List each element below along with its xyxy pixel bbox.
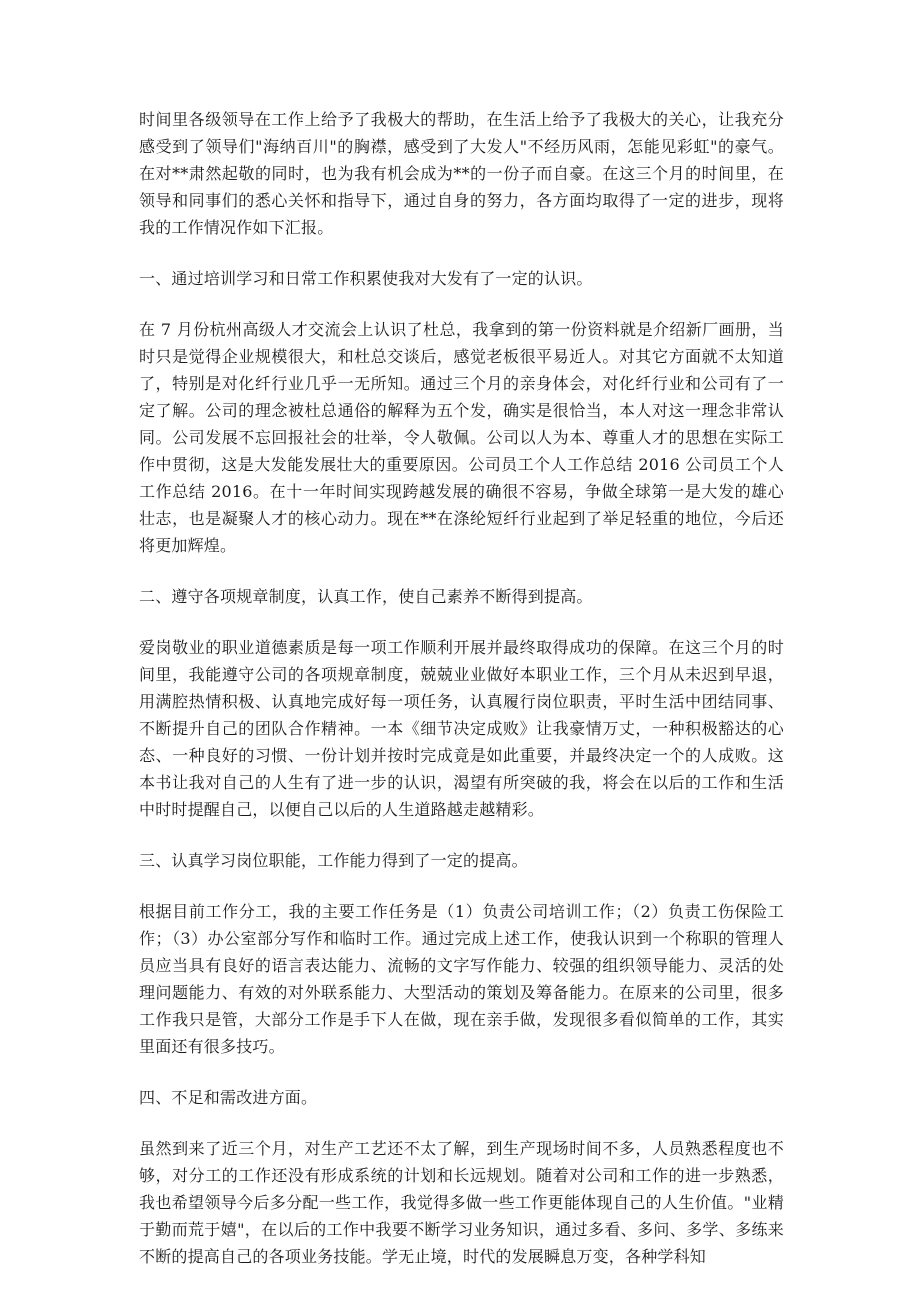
paragraph-section-2: 爱岗敬业的职业道德素质是每一项工作顺利开展并最终取得成功的保障。在这三个月的时间里，我能遵守公司的各项规章制度，兢兢业业做好本职业工作，三个月从未迟到早退，用满腔热情积极、认真地完成好每一项任务，认真履行岗位职责，平时生活中团结同事、不断提升自己的团队合作精神。一本《细节决定成败》让我豪情万丈，一种积极豁达的心态、一种良好的习惯、一份计划并按时完成竟是如此重要，并最终决定一个的人成败。这本书让我对自己的人生有了进一步的认识，渴望有所突破的我，将会在以后的工作和生活中时时提醒自己，以便自己以后的人生道路越走越精彩。 — [139, 638, 784, 819]
paragraph-section-1: 在 7 月份杭州高级人才交流会上认识了杜总，我拿到的第一份资料就是介绍新厂画册，当时只是觉得企业规模很大，和杜总交谈后，感觉老板很平易近人。对其它方面就不太知道了，特别是对化纤行业几乎一无所知。通过三个月的亲身体会，对化纤行业和公司有了一定了解。公司的理念被杜总通俗的解释为五个发，确实是很恰当，本人对这一理念非常认同。公司发展不忘回报社会的壮举，令人敬佩。公司以人为本、尊重人才的思想在实际工作中贯彻，这是大发能发展壮大的重要原因。公司员工个人工作总结 2016 公司员工个人工作总结 2016。在十一年时间实现跨越发展的确很不容易，争做全球第一是大发的雄心壮志，也是凝聚人才的核心动力。现在**在涤纶短纤行业起到了举足轻重的地位，今后还将更加辉煌。 — [139, 320, 784, 555]
paragraph-intro: 时间里各级领导在工作上给予了我极大的帮助，在生活上给予了我极大的关心，让我充分感受到了领导们"海纳百川"的胸襟，感受到了大发人"不经历风雨，怎能见彩虹"的豪气。在对**肃然起敬的同时，也为我有机会成为**的一份子而自豪。在这三个月的时间里，在领导和同事们的悉心关怀和指导下，通过自身的努力，各方面均取得了一定的进步，现将我的工作情况作如下汇报。 — [139, 110, 784, 237]
paragraph-section-4: 虽然到来了近三个月，对生产工艺还不太了解，到生产现场时间不多，人员熟悉程度也不够，对分工的工作还没有形成系统的计划和长远规划。随着对公司和工作的进一步熟悉，我也希望领导今后多分配一些工作，我觉得多做一些工作更能体现自己的人生价值。"业精于勤而荒于嬉"，在以后的工作中我要不断学习业务知识，通过多看、多问、多学、多练来不断的提高自己的各项业务技能。学无止境，时代的发展瞬息万变，各种学科知 — [139, 1139, 784, 1266]
section-heading-4: 四、不足和需改进方面。 — [139, 1088, 318, 1107]
section-heading-2: 二、遵守各项规章制度，认真工作，使自己素养不断得到提高。 — [139, 587, 593, 606]
document-body — [139, 106, 784, 1294]
paragraph-section-3: 根据目前工作分工，我的主要工作任务是（1）负责公司培训工作；（2）负责工伤保险工作；（3）办公室部分写作和临时工作。通过完成上述工作，使我认识到一个称职的管理人员应当具有良好的语言表达能力、流畅的文字写作能力、较强的组织领导能力、灵活的处理问题能力、有效的对外联系能力、大型活动的策划及筹备能力。在原来的公司里，很多工作我只是管，大部分工作是手下人在做，现在亲手做，发现很多看似简单的工作，其实里面还有很多技巧。 — [139, 902, 784, 1056]
section-heading-1: 一、通过培训学习和日常工作积累使我对大发有了一定的认识。 — [139, 269, 593, 288]
section-heading-3: 三、认真学习岗位职能，工作能力得到了一定的提高。 — [139, 851, 528, 870]
